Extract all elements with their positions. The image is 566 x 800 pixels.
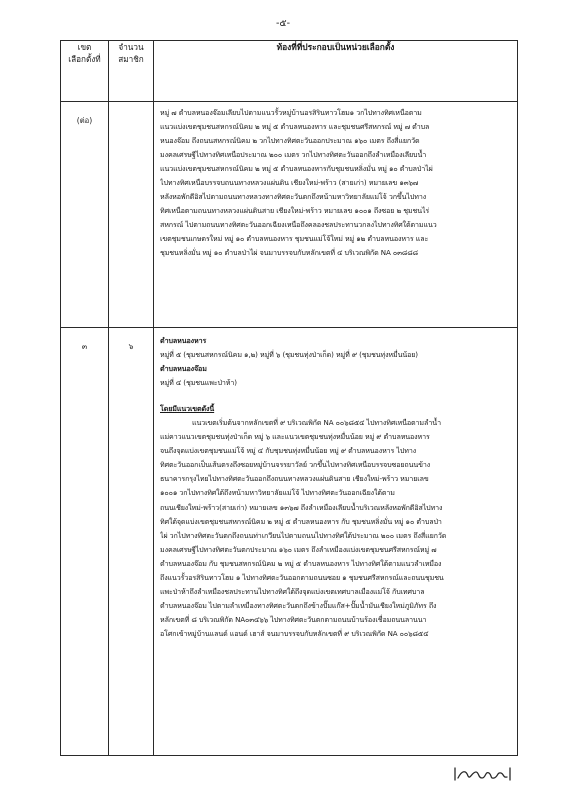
subdistrict-villages: หมู่ที่ ๕ (ชุมชนสหกรณ์นิคม ๑,๒) หมู่ที่ ๖ (ชุมชนทุ่งป่าเก็ด) หมู่ที่ ๙ (ชุมชนทุ่งหมื่นน้อย) (160, 350, 418, 360)
text-line: แนวแบ่งเขตชุมชนสหกรณ์นิคม ๒ หมู่ ๕ ตำบลหนองหารกับชุมชนหลิ่งมั่น หมู่ ๑๐ ตำบลป่าไผ่ (160, 164, 433, 174)
text-line: หลักเขตที่ ๘ บริเวณพิกัด NA๐๓๔๖๖ ไปทางทิศตะวันตกตามถนนบ้านร้องเชื่อมถนนลานนา (160, 614, 427, 624)
text-line: ตำบลหนองจ๊อม กับ ชุมชนสหกรณ์นิคม ๒ หมู่ ๕ ตำบลหนองหาร ไปทางทิศใต้ตามแนวลำเหมือง (160, 558, 442, 568)
signature-mark (452, 766, 514, 782)
subdistrict-villages: หมู่ที่ ๔ (ชุมชนแพะป่าห้า) (160, 378, 237, 388)
text-line: ทิศเหนือตามถนนทางหลวงแผ่นดินสาย เชียงใหม่-พร้าว หมายเลข ๑๐๐๑ ถึงซอย ๒ ชุมชนไร่ (160, 206, 430, 216)
subdistrict-title: ตำบลหนองจ๊อม (160, 364, 207, 374)
text-line: ชุมชนหลิ่งมั่น หมู่ ๑๐ ตำบลป่าไผ่ จนมาบรรจบกับหลักเขตที่ ๔ บริเวณพิกัด NA ๐๓๘๘๘ (160, 248, 418, 258)
district-cell: ๓ (61, 328, 109, 756)
text-line: มงคลเศรษฐีไปทางทิศตะวันตกประมาณ ๑๖๐ เมตร ถึงลำเหมืองแบ่งเขตชุมชนศรีสหกรณ์หมู่ ๗ (160, 544, 437, 554)
text-line: ธนาคารกรุงไทยไปทางทิศตะวันออกถึงถนนทางหลวงแผ่นดินสาย เชียงใหม่-พร้าว หมายเลข (160, 474, 429, 484)
page-number: -๕- (275, 18, 291, 29)
table-row (61, 102, 518, 328)
text-line: ๑๐๐๑ วกไปทางทิศใต้ถึงหน้ามหาวิทยาลัยแม่โจ้ ไปทางทิศตะวันออกเฉียงใต้ตาม (160, 488, 395, 498)
district-cell: (ต่อ) (61, 102, 109, 328)
text-line: ไผ่ วกไปทางทิศตะวันตกถึงถนนท่าเกวียนไปตามถนนไปทางทิศใต้ประมาณ ๒๐๐ เมตร ถึงสี่แยกวัด (160, 530, 447, 540)
boundary-heading: โดยมีแนวเขตดังนี้ (160, 404, 215, 414)
header-district: เขต เลือกตั้งที่ (61, 41, 109, 102)
text-line: หลังหอพักดีอิสไปตามถนนทางหลวงทางทิศตะวันตกถึงหน้ามหาวิทยาลัยแม่โจ้ วกขึ้นไปทาง (160, 192, 427, 202)
text-line: หนองจ๊อม ถึงถนนสหกรณ์นิคม ๒ วกไปทางทิศตะวันออกประมาณ ๑๖๐ เมตร ถึงสี่แยกวัด (160, 136, 420, 146)
subdistrict-title: ตำบลหนองหาร (160, 336, 207, 345)
text-line: แพะป่าห้าถึงลำเหมืองชลประทานไปทางทิศใต้ถึงจุดแบ่งเขตเทศบาลเมืองแม่โจ้ กับเทศบาล (160, 586, 425, 596)
text-line: มงคลเศรษฐีไปทางทิศเหนือประมาณ ๒๐๐ เมตร วกไปทางทิศตะวันออกถึงลำเหมืองเลียบน้ำ (160, 150, 427, 160)
text-line: อโศกเข้าหมู่บ้านแลนด์ แอนด์ เฮาส์ จนมาบรรจบกับหลักเขตที่ ๙ บริเวณพิกัด NA ๐๐๖๘๕๔ (160, 628, 429, 638)
text-line: แนวเขตเริ่มต้นจากหลักเขตที่ ๙ บริเวณพิกัด NA ๐๐๖๘๕๔ ไปทางทิศเหนือตามลำน้ำ (192, 418, 441, 428)
text-line: จนถึงจุดแบ่งเขตชุมชนแม่โจ้ หมู่ ๔ กับชุมชนทุ่งหมื่นน้อย หมู่ ๙ ตำบลหนองหาร ไปทาง (160, 446, 417, 456)
text-line: แนวแบ่งเขตชุมชนสหกรณ์นิคม ๒ หมู่ ๕ ตำบลหนองหาร และชุมชนศรีสหกรณ์ หมู่ ๗ ตำบล (160, 122, 430, 132)
members-cell: ๖ (109, 328, 154, 756)
header-members: จำนวน สมาชิก (109, 41, 154, 102)
text-line: ตำบลหนองจ๊อม ไปตามลำเหมืองทางทิศตะวันตกถึงข้างปั๊มแก๊ส+ปั๊มน้ำมันเชียงใหม่ภูมิภัทร ถึง (160, 600, 437, 610)
header-area: ท้องที่ที่ประกอบเป็นหน่วยเลือกตั้ง (154, 41, 518, 102)
boundary-text (160, 416, 513, 641)
text-line: ไปทางทิศเหนือบรรจบถนนทางหลวงแผ่นดิน เชียงใหม่-พร้าว (สายเก่า) หมายเลข ๑๓๖๗ (160, 178, 419, 188)
electoral-district-table (60, 40, 518, 756)
text-line: หมู่ ๗ ตำบลหนองจ๊อมเลียบไปตามแนวรั้วหมู่บ้านอรสิรินทาวโฮม๑ วกไปทางทิศเหนือตาม (160, 108, 422, 117)
text-line: ทิศตะวันออกเป็นเส้นตรงถึงซอยหมู่บ้านจรรยาวัลย์ วกขึ้นไปทางทิศเหนือบรรจบซอยถนนข้าง (160, 460, 431, 470)
boundary-text (160, 106, 513, 261)
text-line: ทิศใต้จุดแบ่งเขตชุมชนสหกรณ์นิคม ๒ หมู่ ๕ ตำบลหนองหาร กับ ชุมชนหลิ่งมั่น หมู่ ๑๐ ตำบลป่า (160, 516, 442, 526)
text-line: ถนนเชียงใหม่-พร้าว(สายเก่า) หมายเลข ๑๓๖๗ ถึงลำเหมืองเลียบน้ำบริเวณหลังหอพักดีอิสไปทาง (160, 502, 443, 512)
table-row (61, 328, 518, 756)
text-line: ถึงแนวรั้วอรสิรินทาวโฮม ๑ ไปทางทิศตะวันออกตามถนนซอย ๑ ชุมชนศรีสหกรณ์และถนนชุมชน (160, 572, 444, 582)
members-cell (109, 102, 154, 328)
text-line: เขตชุมชนเกษตรใหม่ หมู่ ๑๐ ตำบลหนองหาร ชุมชนแม่โจ้ใหม่ หมู่ ๑๒ ตำบลหนองหาร และ (160, 234, 429, 244)
area-description-cell (154, 328, 518, 756)
text-line: แม่คาวแนวเขตชุมชนทุ่งป่าเก็ด หมู่ ๖ และแนวเขตชุมชนทุ่งหมื่นน้อย หมู่ ๙ ตำบลหนองหาร (160, 432, 430, 442)
table-header-row (61, 41, 518, 102)
text-line: สหกรณ์ ไปตามถนนทางทิศตะวันออกเฉียงเหนือถึงคลองชลประทานวกลงไปทางทิศใต้ตามแนว (160, 220, 437, 230)
area-description-cell (154, 102, 518, 328)
